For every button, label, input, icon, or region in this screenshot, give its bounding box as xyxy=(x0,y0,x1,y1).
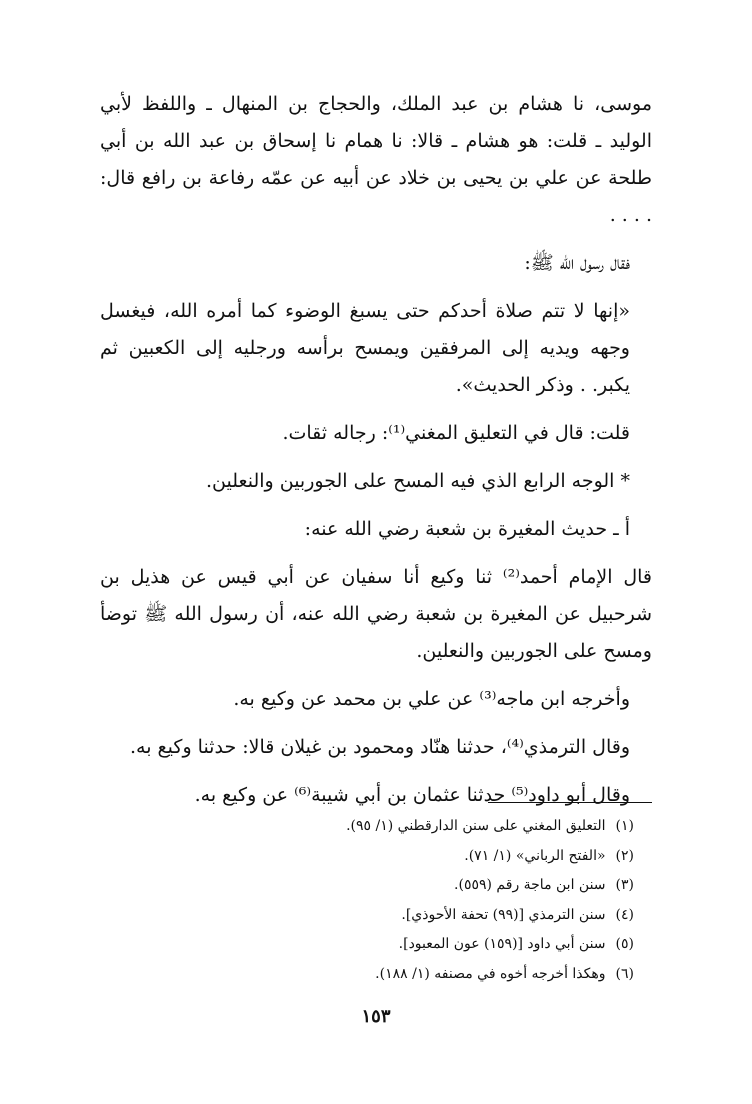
footnote-4 xyxy=(100,901,646,931)
footnote-number: (٢) xyxy=(615,847,634,864)
paragraph-ibn-majah: وأخرجه ابن ماجه⁽³⁾ عن علي بن محمد عن وكيع به. xyxy=(233,688,630,710)
page-number: ١٥٣ xyxy=(361,1006,391,1027)
paragraph-tirmidhi: وقال الترمذي⁽⁴⁾، حدثنا هنّاد ومحمود بن غيلان قالا: حدثنا وكيع به. xyxy=(130,736,630,758)
footnote-number: (٦) xyxy=(615,965,634,982)
footnote-text: سنن ابن ماجة رقم (٥٥٩). xyxy=(454,877,606,893)
paragraph-hadith-text: «إنها لا تتم صلاة أحدكم حتى يسبغ الوضوء كما أمره الله، فيغسل وجهه ويديه إلى المرفقين ويمسح برأسه ورجليه إلى الكعبين ثم يكبر. . وذكر الحديث». xyxy=(100,300,630,396)
footnote-text: سنن الترمذي [(٩٩) تحفة الأحوذي]. xyxy=(401,906,606,923)
paragraph-isnad: موسى، نا هشام بن عبد الملك، والحجاج بن المنهال ـ واللفظ لأبي الوليد ـ قلت: هو هشام ـ قالا: نا همام نا إسحاق بن عبد الله بن أبي طلحة عن علي بن يحيى بن خلاد عن أبيه عن عمّه رفاعة بن رافع قال: . . . . xyxy=(100,93,652,226)
paragraph-mughira-heading: أ ـ حديث المغيرة بن شعبة رضي الله عنه: xyxy=(304,518,630,540)
footnote-number: (١) xyxy=(615,818,634,834)
footnote-number: (٥) xyxy=(615,936,634,952)
paragraph-grading: قلت: قال في التعليق المغني⁽¹⁾: رجاله ثقات. xyxy=(282,422,630,444)
footnote-number: (٤) xyxy=(615,906,634,923)
footnote-3 xyxy=(100,871,646,901)
body-text xyxy=(100,86,652,814)
footnote-5 xyxy=(100,930,646,960)
footnote-text: وهكذا أخرجه أخوه في مصنفه (١/ ١٨٨). xyxy=(375,965,606,982)
paragraph-fourth-aspect: * الوجه الرابع الذي فيه المسح على الجوربين والنعلين. xyxy=(206,470,630,492)
footnotes xyxy=(100,812,646,989)
paragraph-ahmad: قال الإمام أحمد⁽²⁾ ثنا وكيع أنا سفيان عن أبي قيس عن هذيل بن شرحبيل عن المغيرة بن شعبة رضي الله عنه، أن رسول الله ﷺ توضأ ومسح على الجوربين والنعلين. xyxy=(100,566,652,662)
paragraph-prophet-said: فقال رسول الله ﷺ: xyxy=(524,252,630,274)
footnote-text: التعليق المغني على سنن الدارقطني (١/ ٩٥). xyxy=(346,818,606,834)
footnote-text: سنن أبي داود [(١٥٩) عون المعبود]. xyxy=(398,936,606,952)
paragraph-abu-dawud: وقال أبو داود⁽⁵⁾ حدثنا عثمان بن أبي شيبة⁽⁶⁾ عن وكيع به. xyxy=(194,784,630,806)
footnote-2 xyxy=(100,842,646,872)
footnote-divider xyxy=(488,802,652,803)
footnote-text: «الفتح الرباني» (١/ ٧١). xyxy=(464,847,606,864)
footnote-1 xyxy=(100,812,646,842)
footnote-number: (٣) xyxy=(615,877,634,893)
footnote-6 xyxy=(100,960,646,990)
